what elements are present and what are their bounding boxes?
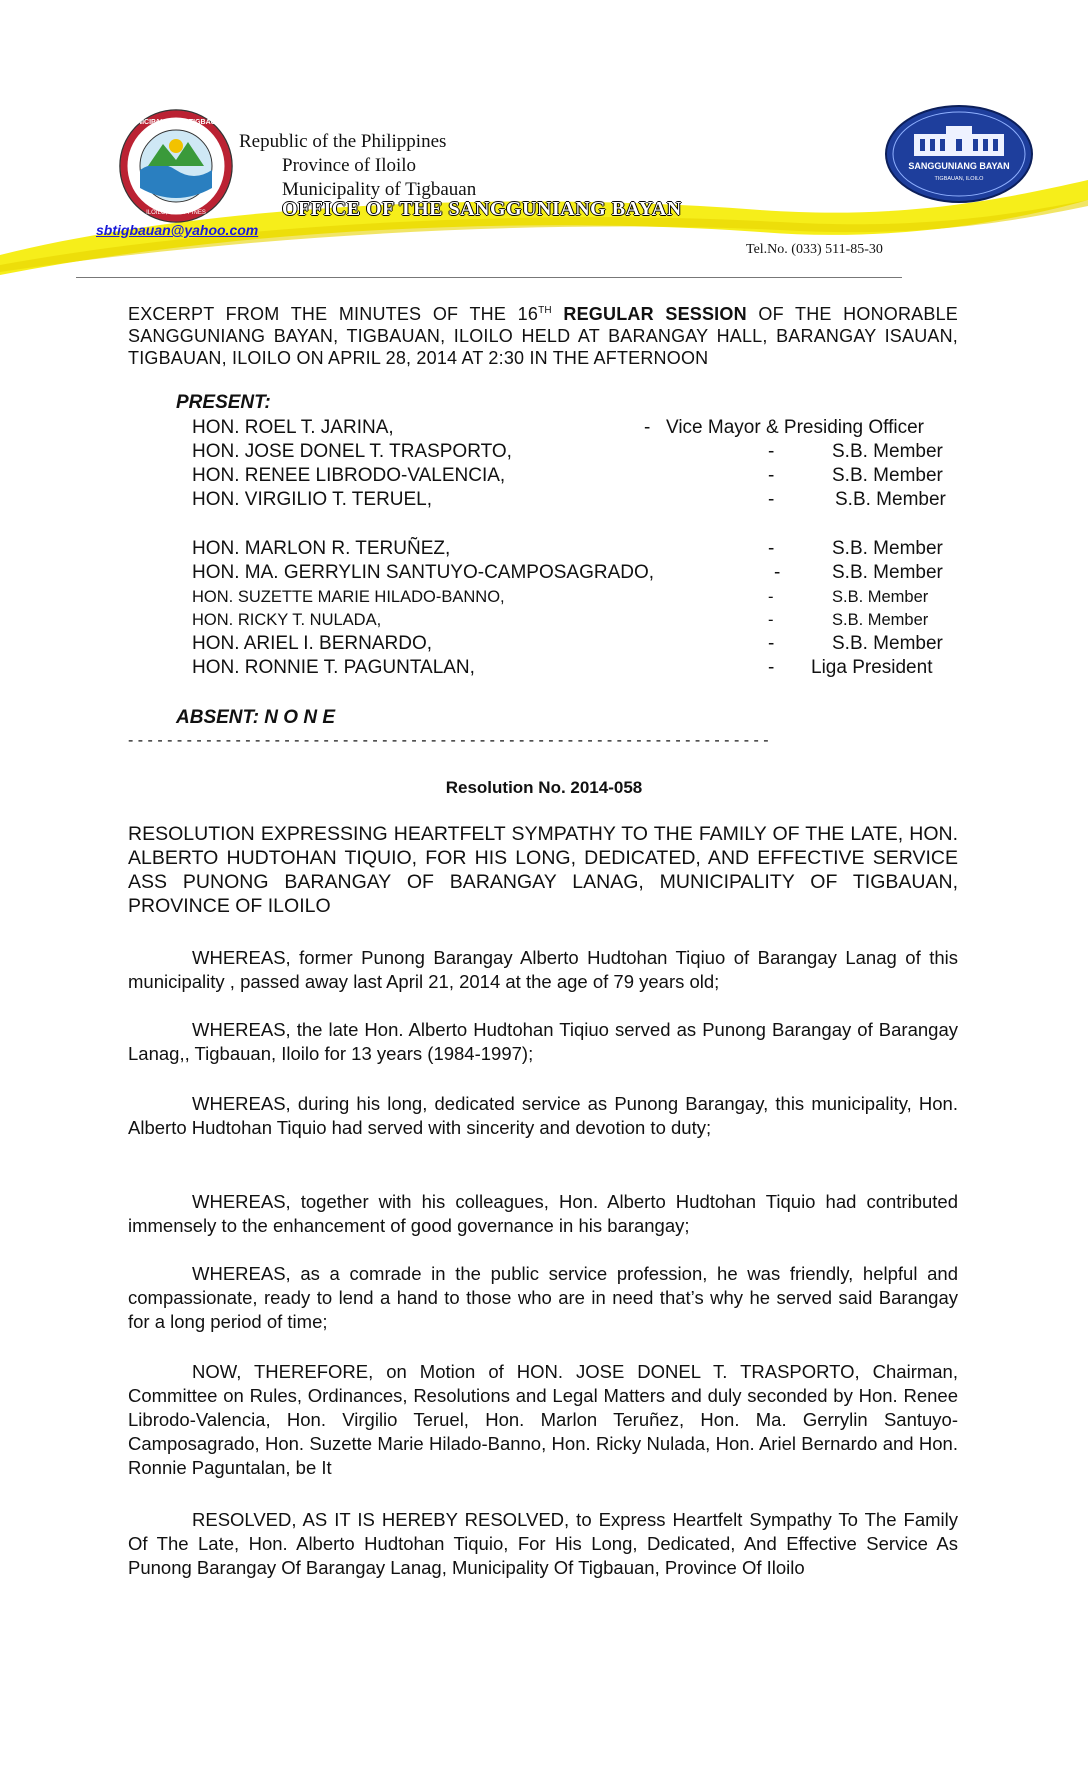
header-divider [76, 277, 902, 278]
motion-paragraph: NOW, THEREFORE, on Motion of HON. JOSE DONEL T. TRASPORTO, Chairman, Committee on Rules, Ordinances, Resolutions and Legal Matters and duly seconded by Hon. Renee Librodo-Valencia, Hon. Virgilio Teruel, Hon. Marlon Teruñez, Hon. Ma. Gerrylin Santuyo-Camposagrado, Hon. Suzette Marie Hilado-Banno, Hon. Ricky Nulada, Hon. Ariel Bernardo and Hon. Ronnie Paguntalan, be It [128, 1361, 958, 1478]
attendee-row: HON. MA. GERRYLIN SANTUYO-CAMPOSAGRADO, - S.B. Member [192, 562, 943, 583]
seal-ring-text: MUNICIPALITY OF TIGBAUAN [126, 119, 226, 126]
whereas-paragraph: WHEREAS, during his long, dedicated service as Punong Barangay, this municipality, Hon. Alberto Hudtohan Tiquio had served with sincerity and devotion to duty; [128, 1093, 958, 1138]
attendee-row: HON. JOSE DONEL T. TRASPORTO, - S.B. Member [192, 441, 943, 462]
absent-label: ABSENT: N O N E [176, 707, 336, 728]
office-title: OFFICE OF THE SANGGUNIANG BAYAN [282, 198, 682, 220]
attendee-row: HON. SUZETTE MARIE HILADO-BANNO, - S.B. Member [192, 588, 929, 606]
sangguniang-bayan-logo [884, 104, 1034, 204]
attendee-row: HON. RENEE LIBRODO-VALENCIA, - S.B. Member [192, 465, 943, 486]
attendee-row: HON. ARIEL I. BERNARDO, - S.B. Member [192, 633, 943, 654]
separator-line: - - - - - - - - - - - - - - - - - - - - - - - - - - - - - - - - - - - - - - - - - - - - - - - - - - - - - - - - - - - - - - - - - - [128, 732, 769, 749]
attendee-row: HON. RICKY T. NULADA, - S.B. Member [192, 611, 929, 629]
attendee-row: HON. VIRGILIO T. TERUEL, - S.B. Member [192, 489, 946, 510]
resolved-paragraph: RESOLVED, AS IT IS HEREBY RESOLVED, to Express Heartfelt Sympathy To The Family Of The Late, Hon. Alberto Hudtohan Tiquio, For His Long, Dedicated, And Effective Service As Punong Barangay Of Barangay Lanag, Municipality Of Tigbauan, Province Of Iloilo [128, 1509, 958, 1578]
whereas-paragraph: WHEREAS, as a comrade in the public service profession, he was friendly, helpful and compassionate, ready to lend a hand to those who are in need that’s why he served said Barangay for a long period of time; [128, 1263, 958, 1332]
republic-line: Republic of the Philippines [239, 131, 447, 152]
municipality-line: Municipality of Tigbauan [282, 179, 477, 200]
province-line: Province of Iloilo [282, 155, 417, 176]
municipality-seal-logo [118, 108, 234, 224]
excerpt-paragraph: EXCERPT FROM THE MINUTES OF THE 16TH REGULAR SESSION OF THE HONORABLE SANGGUNIANG BAYAN, TIGBAUAN, ILOILO HELD AT BARANGAY HALL, BARANGAY ISAUAN, TIGBAUAN, ILOILO ON APRIL 28, 2014 AT 2:30 IN THE AFTERNOON [128, 304, 959, 368]
attendee-row: HON. ROEL T. JARINA, - Vice Mayor & Presiding Officer [192, 417, 925, 438]
seal-bottom-text: ILOILO, PHILIPPINES [146, 210, 206, 216]
email-link[interactable]: sbtigbauan@yahoo.com [96, 222, 259, 238]
resolution-number: Resolution No. 2014-058 [445, 778, 643, 797]
right-seal-title: SANGGUNIANG BAYAN [908, 161, 1010, 171]
whereas-paragraph: WHEREAS, former Punong Barangay Alberto Hudtohan Tiqiuo of Barangay Lanag of this municipality , passed away last April 21, 2014 at the age of 79 years old; [128, 947, 958, 992]
present-label: PRESENT: [176, 392, 271, 413]
whereas-paragraph: WHEREAS, together with his colleagues, Hon. Alberto Hudtohan Tiquio had contributed immensely to the enhancement of good governance in his barangay; [128, 1191, 958, 1236]
whereas-paragraph: WHEREAS, the late Hon. Alberto Hudtohan Tiqiuo served as Punong Barangay of Barangay Lanag,, Tigbauan, Iloilo for 13 years (1984-1997); [128, 1019, 958, 1064]
attendee-row: HON. MARLON R. TERUÑEZ, - S.B. Member [192, 538, 943, 559]
attendee-row: HON. RONNIE T. PAGUNTALAN, - Liga President [192, 657, 933, 678]
right-seal-subtitle: TIGBAUAN, ILOILO [934, 176, 984, 182]
telephone-number: Tel.No. (033) 511-85-30 [746, 242, 883, 257]
resolution-title: RESOLUTION EXPRESSING HEARTFELT SYMPATHY TO THE FAMILY OF THE LATE, HON. ALBERTO HUDTOHAN TIQUIO, FOR HIS LONG, DEDICATED, AND EFFECTIVE SERVICE ASS PUNONG BARANGAY OF BARANGAY LANAG, MUNICIPALITY OF TIGBAUAN, PROVINCE OF ILOILO [128, 823, 958, 917]
